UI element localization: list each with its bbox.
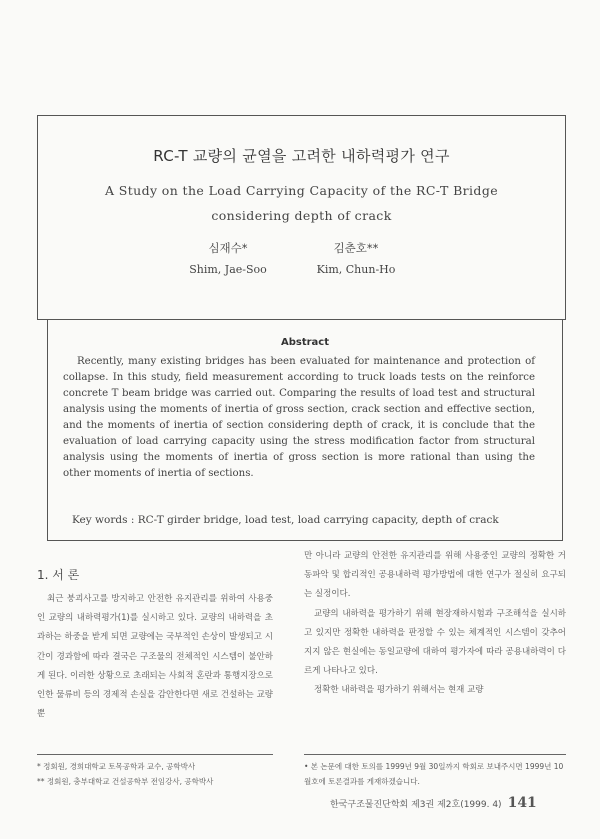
title-english-line1: A Study on the Load Carrying Capacity of the RC-T Bridge <box>104 183 499 198</box>
title-box <box>37 115 566 320</box>
right-paragraph-2: 교량의 내하력을 평가하기 위해 현장재하시험과 구조해석을 실시하고 있지만 정확한 내하력을 판정할 수 있는 체계적인 시스템이 갖추어지지 않은 현실에는 동일교량에 대하여 평가자에 따라 공용내하력이 다르게 나타나고 있다. <box>304 608 566 677</box>
right-column <box>304 547 566 701</box>
right-paragraph-3: 정확한 내하력을 평가하기 위해서는 현재 교량 <box>314 685 484 696</box>
author-1-english: Shim, Jae-Soo <box>189 263 267 276</box>
title-english <box>38 178 565 228</box>
left-column <box>37 590 273 724</box>
author-2-english: Kim, Chun-Ho <box>316 263 396 276</box>
footnotes-left <box>37 759 277 789</box>
abstract-box <box>47 319 563 541</box>
title-korean: RC-T 교량의 균열을 고려한 내하력평가 연구 <box>153 147 450 165</box>
footnote-author-2: ** 정회원, 충부대학교 건설공학부 전임강사, 공학박사 <box>37 777 214 786</box>
author-1 <box>183 240 273 276</box>
footnote-author-1: * 정회원, 경희대학교 토목공학과 교수, 공학박사 <box>37 762 196 771</box>
footnote-rule-left <box>37 754 273 755</box>
author-2 <box>306 240 406 276</box>
page-footer <box>330 795 537 811</box>
abstract-heading: Abstract <box>280 337 330 348</box>
journal-citation: 한국구조물진단학회 제3권 제2호(1999. 4) <box>330 800 502 810</box>
footnote-rule-right <box>304 754 566 755</box>
right-paragraph-1: 만 아니라 교량의 안전한 유지관리를 위해 사용중인 교량의 정확한 거동파악 및 합리적인 공용내하력 평가방법에 대한 연구가 절실히 요구되는 실정이다. <box>304 551 566 600</box>
footnote-right: • 본 논문에 대한 토의를 1999년 9월 30일까지 학회로 보내주시면 1999년 10월호에 토론결과를 게재하겠습니다. <box>304 762 564 786</box>
author-1-korean: 심재수* <box>208 241 248 255</box>
page-number: 141 <box>507 795 537 811</box>
title-english-line2: considering depth of crack <box>211 208 392 223</box>
author-2-korean: 김춘호** <box>333 241 379 255</box>
keywords: Key words : RC-T girder bridge, load test, load carrying capacity, depth of crack <box>72 514 499 526</box>
left-paragraph: 최근 붕괴사고를 방지하고 안전한 유지관리를 위하여 사용중인 교량의 내하력평가(1)를 실시하고 있다. 교량의 내하력을 초과하는 하중을 받게 되면 교량에는 국부적인 손상이 발생되고 시간이 경과함에 따라 결국은 구조물의 전체적인 시스템이 불안하게 된다. 이러한 상황으로 초래되는 사회적 혼란과 통행지장으로 인한 물류비 등의 경제적 손실을 감안한다면 새로 건설하는 교량 뿐 <box>37 594 273 720</box>
section-heading: 1. 서 론 <box>37 568 80 582</box>
abstract-body: Recently, many existing bridges has been evaluated for maintenance and protection of collapse. In this study, field measurement according to truck loads tests on the reinforce concrete T beam bridge was carried out. Comparing the results of load test and structural analysis using the moments of inertia of gross section, crack section and effective section, and the moments of inertia of section considering depth of crack, it is conclude that the evaluation of load carrying capacity using the stress modification factor from structural analysis using the moments of inertia of gross section is more rational than using the other moments of inertia of sections. <box>63 356 535 479</box>
